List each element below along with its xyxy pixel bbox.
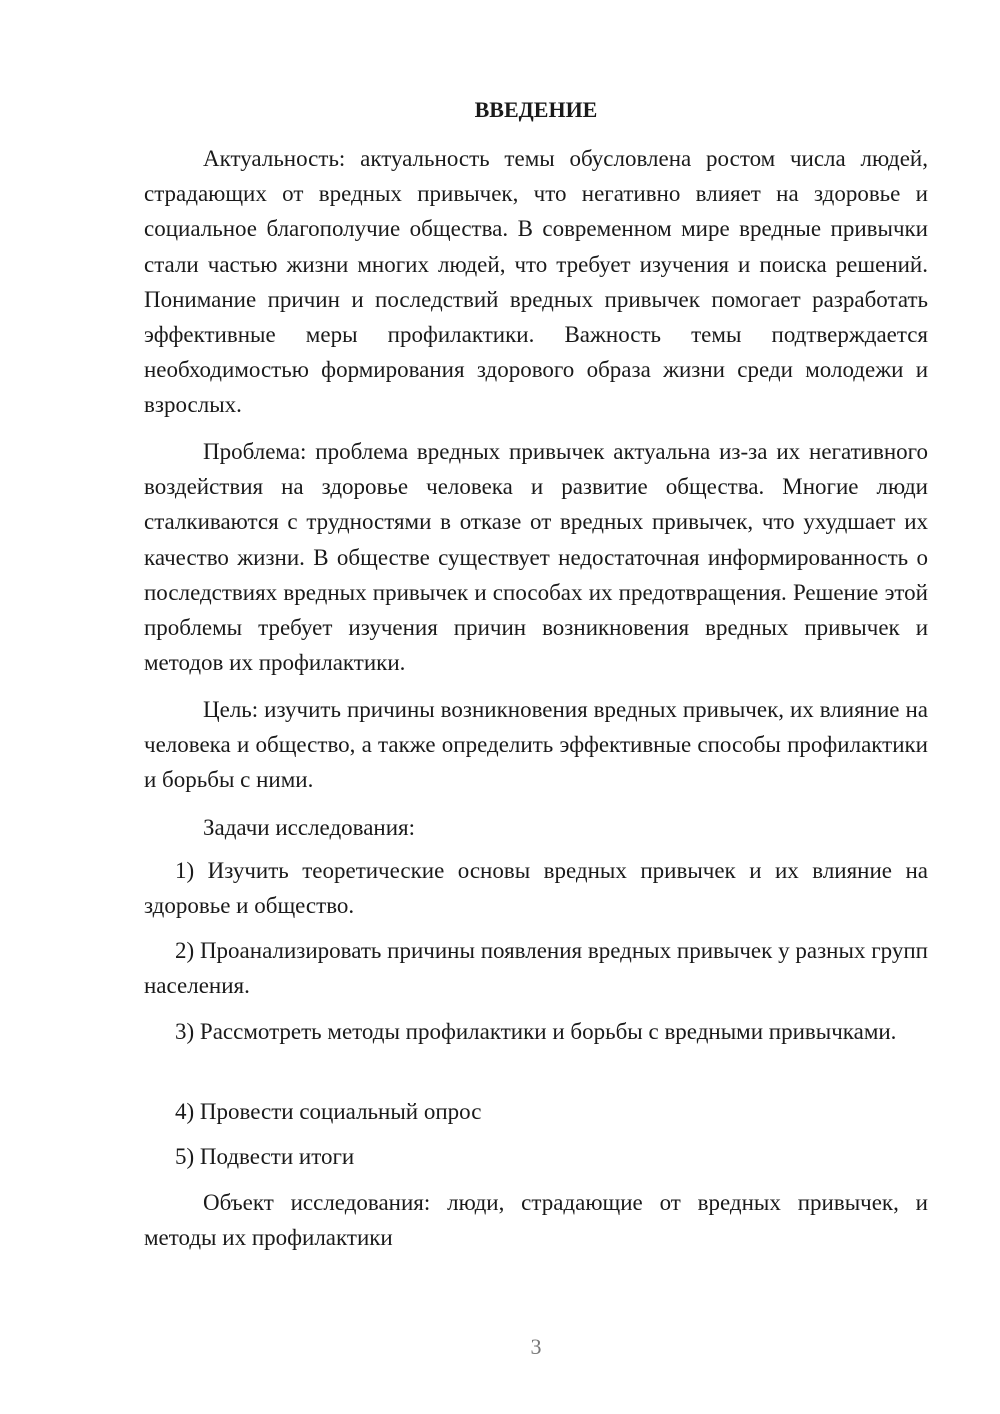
task-item-5: 5) Подвести итоги bbox=[175, 1144, 355, 1169]
section-heading: ВВЕДЕНИЕ bbox=[474, 97, 598, 122]
goal-paragraph: Цель: изучить причины возникновения вредных привычек, их влияние на человека и общество, а также определить эффективные способы профилактики и борьбы с ними. bbox=[144, 697, 928, 793]
object-paragraph: Объект исследования: люди, страдающие от вредных привычек, и методы их профилактики bbox=[144, 1190, 928, 1251]
tasks-heading: Задачи исследования: bbox=[203, 815, 416, 840]
task-item-4: 4) Провести социальный опрос bbox=[175, 1099, 482, 1124]
task-item-3: 3) Рассмотреть методы профилактики и борьбы с вредными привычками. bbox=[175, 1019, 897, 1044]
problem-paragraph: Проблема: проблема вредных привычек актуальна из-за их негативного воздействия на здоровье человека и развитие общества. Многие люди сталкиваются с трудностями в отказе от вредных привычек, что ухудшает их качество жизни. В обществе существует недостаточная информированность о последствиях вредных привычек и способах их предотвращения. Решение этой проблемы требует изучения причин возникновения вредных привычек и методов их профилактики. bbox=[144, 439, 928, 676]
relevance-paragraph: Актуальность: актуальность темы обусловлена ростом числа людей, страдающих от вредных привычек, что негативно влияет на здоровье и социальное благополучие общества. В современном мире вредные привычки стали частью жизни многих людей, что требует изучения и поиска решений. Понимание причин и последствий вредных привычек помогает разработать эффективные меры профилактики. Важность темы подтверждается необходимостью формирования здорового образа жизни среди молодежи и взрослых. bbox=[144, 146, 928, 418]
page-number: 3 bbox=[530, 1334, 542, 1359]
task-item-1: 1) Изучить теоретические основы вредных привычек и их влияние на здоровье и общество. bbox=[144, 858, 928, 919]
task-item-2: 2) Проанализировать причины появления вредных привычек у разных групп населения. bbox=[144, 938, 928, 999]
